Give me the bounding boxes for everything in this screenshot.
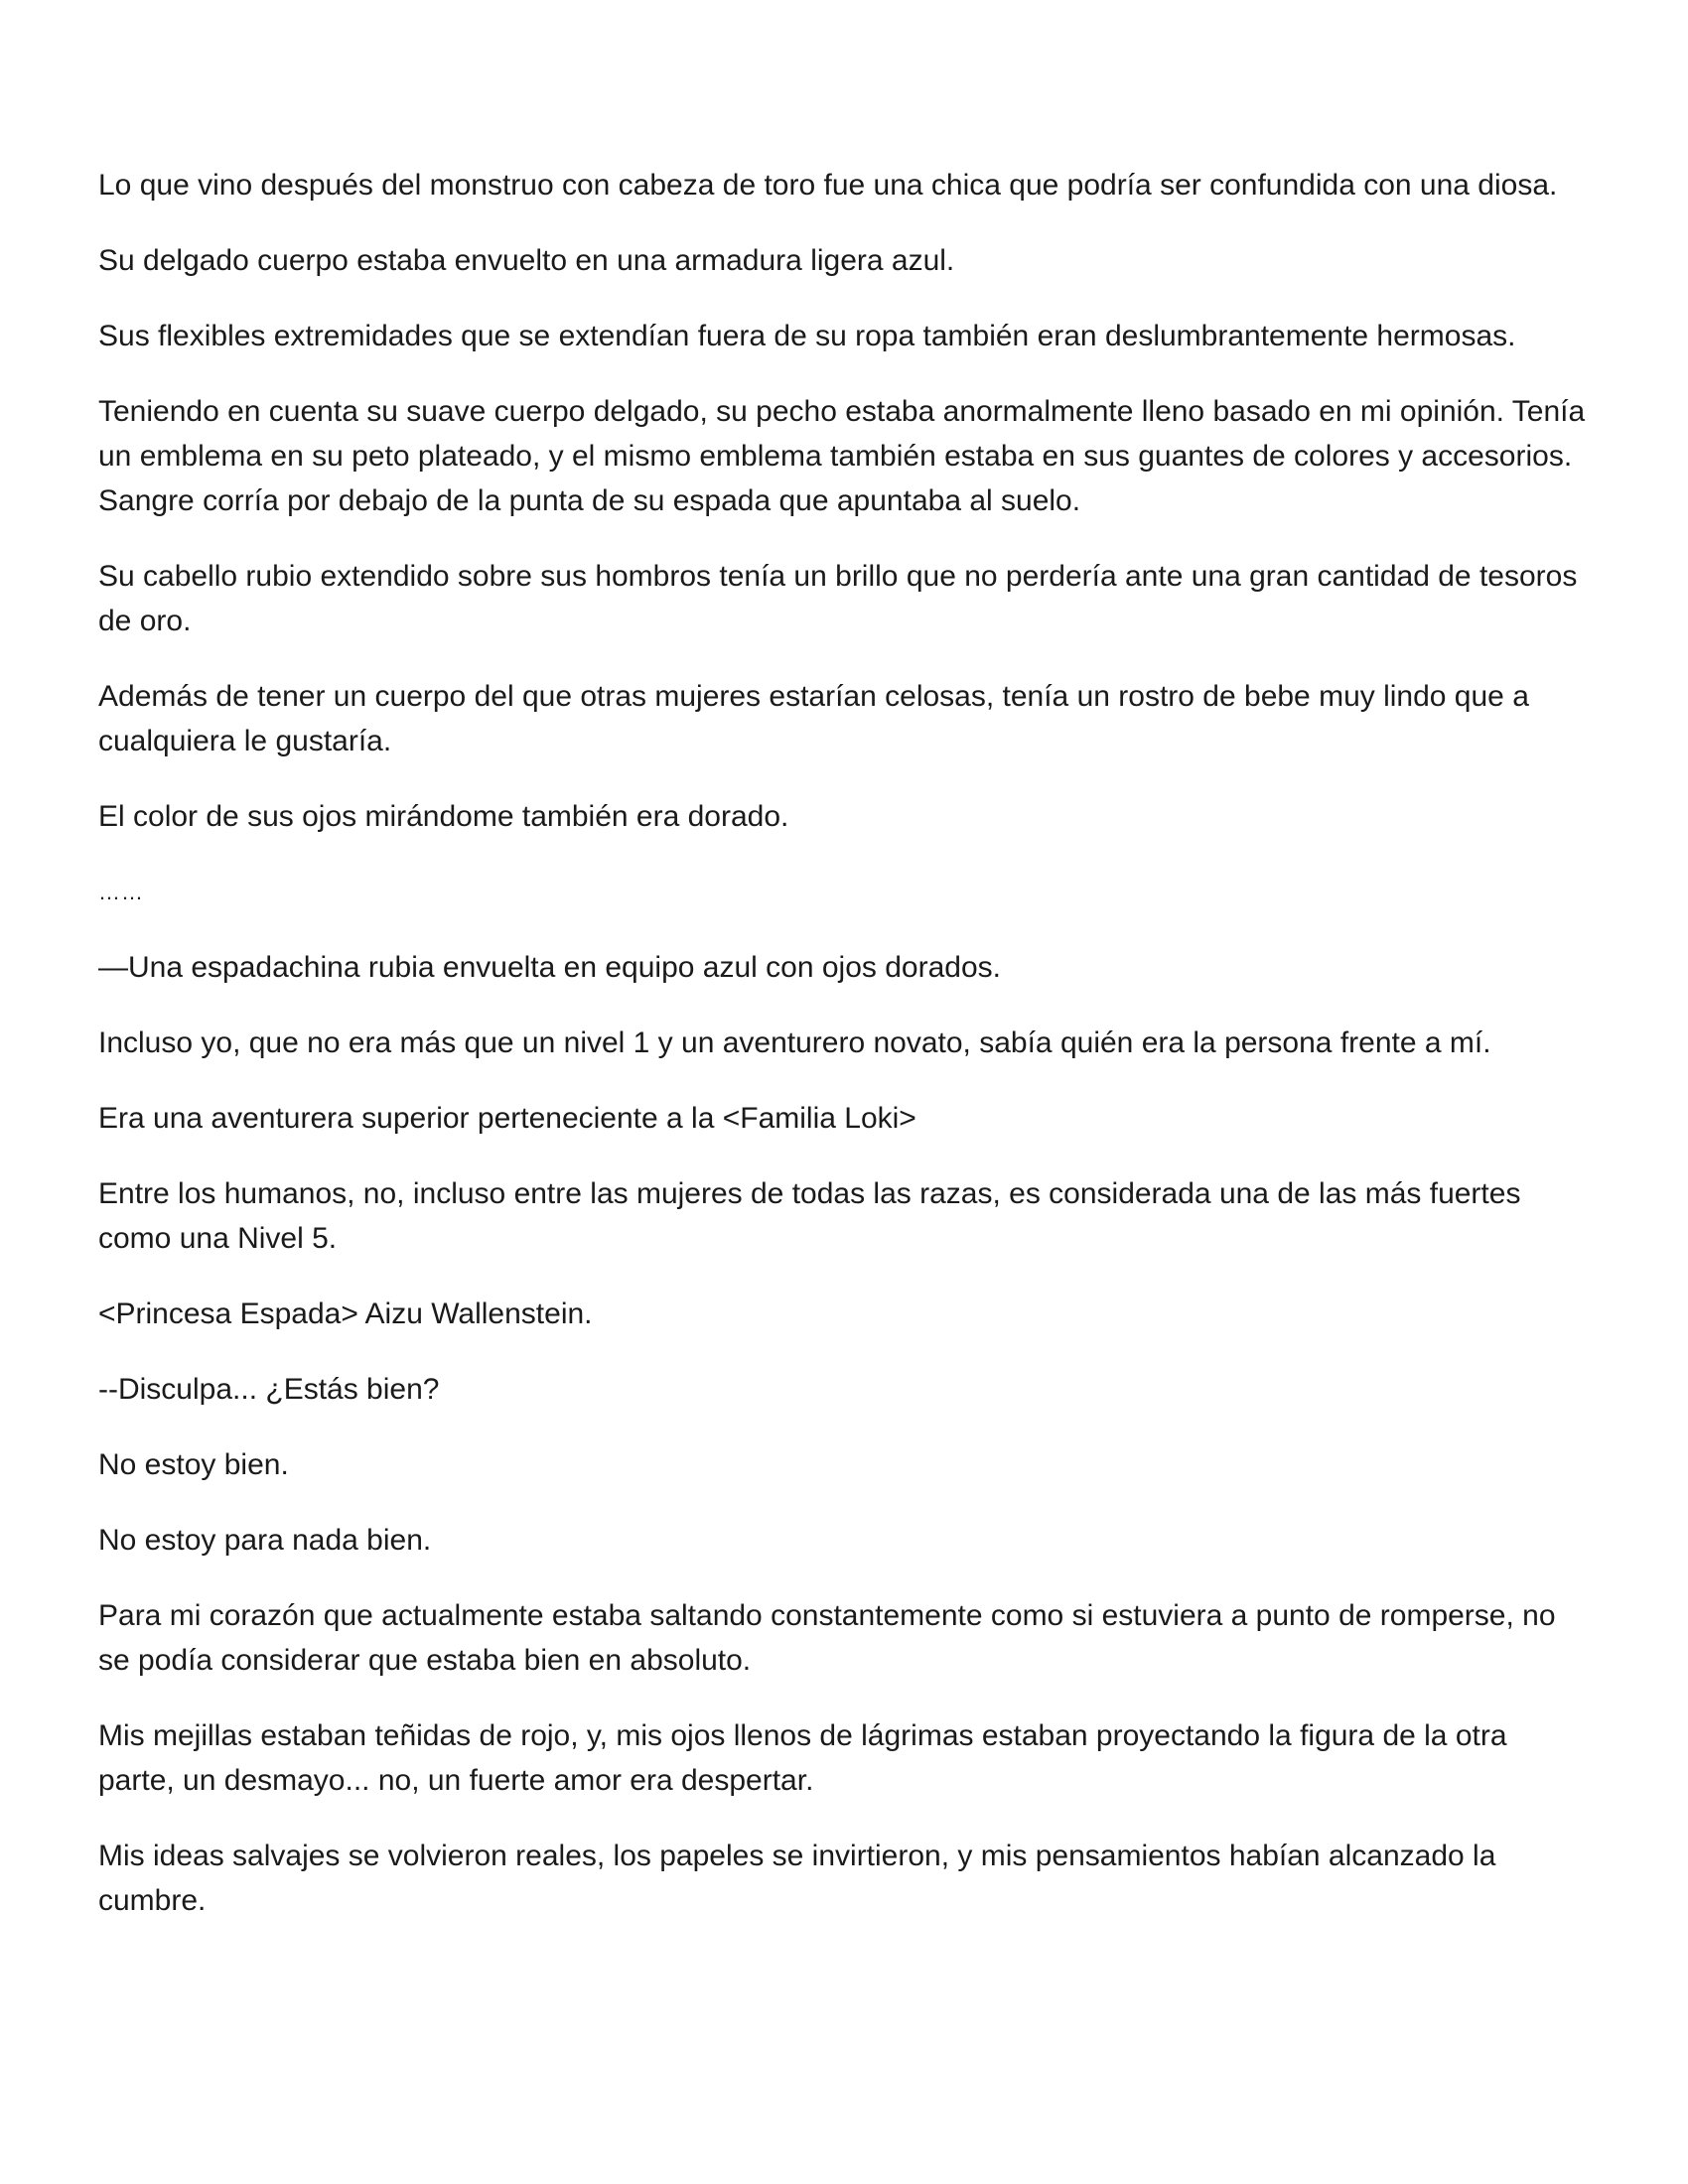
paragraph: Su delgado cuerpo estaba envuelto en una armadura ligera azul. (98, 244, 955, 277)
scene-break: …… (98, 880, 144, 904)
paragraph: Además de tener un cuerpo del que otras mujeres estarían celosas, tenía un rostro de bebe muy lindo que a cualquiera le gustaría. (98, 680, 1529, 757)
paragraph: No estoy para nada bien. (98, 1524, 432, 1557)
paragraph: Teniendo en cuenta su suave cuerpo delgado, su pecho estaba anormalmente lleno basado en mi opinión. Tenía un emblema en su peto plateado, y el mismo emblema también estaba en sus guantes de colores y accesorios. Sangre corría por debajo de la punta de su espada que apuntaba al suelo. (98, 395, 1586, 517)
paragraph: Para mi corazón que actualmente estaba saltando constantemente como si estuviera a punto de romperse, no se podía considerar que estaba bien en absoluto. (98, 1599, 1556, 1677)
paragraph: Mis mejillas estaban teñidas de rojo, y, mis ojos llenos de lágrimas estaban proyectando la figura de la otra parte, un desmayo... no, un fuerte amor era despertar. (98, 1719, 1507, 1797)
paragraph: No estoy bien. (98, 1448, 289, 1481)
paragraph: Sus flexibles extremidades que se extendían fuera de su ropa también eran deslumbrantemente hermosas. (98, 320, 1516, 352)
paragraph: El color de sus ojos mirándome también era dorado. (98, 800, 789, 833)
paragraph: —Una espadachina rubia envuelta en equipo azul con ojos dorados. (98, 951, 1001, 984)
body-text (98, 163, 1588, 1954)
paragraph: Mis ideas salvajes se volvieron reales, los papeles se invirtieron, y mis pensamientos habían alcanzado la cumbre. (98, 1840, 1496, 1917)
paragraph: Entre los humanos, no, incluso entre las mujeres de todas las razas, es considerada una de las más fuertes como una Nivel 5. (98, 1177, 1521, 1255)
paragraph: Era una aventurera superior perteneciente a la <Familia Loki> (98, 1102, 916, 1135)
paragraph: Incluso yo, que no era más que un nivel 1 y un aventurero novato, sabía quién era la persona frente a mí. (98, 1026, 1491, 1059)
dialogue-line: --Disculpa... ¿Estás bien? (98, 1373, 440, 1406)
paragraph: Lo que vino después del monstruo con cabeza de toro fue una chica que podría ser confundida con una diosa. (98, 169, 1558, 202)
paragraph: Su cabello rubio extendido sobre sus hombros tenía un brillo que no perdería ante una gran cantidad de tesoros de oro. (98, 560, 1578, 637)
paragraph: <Princesa Espada> Aizu Wallenstein. (98, 1297, 593, 1330)
